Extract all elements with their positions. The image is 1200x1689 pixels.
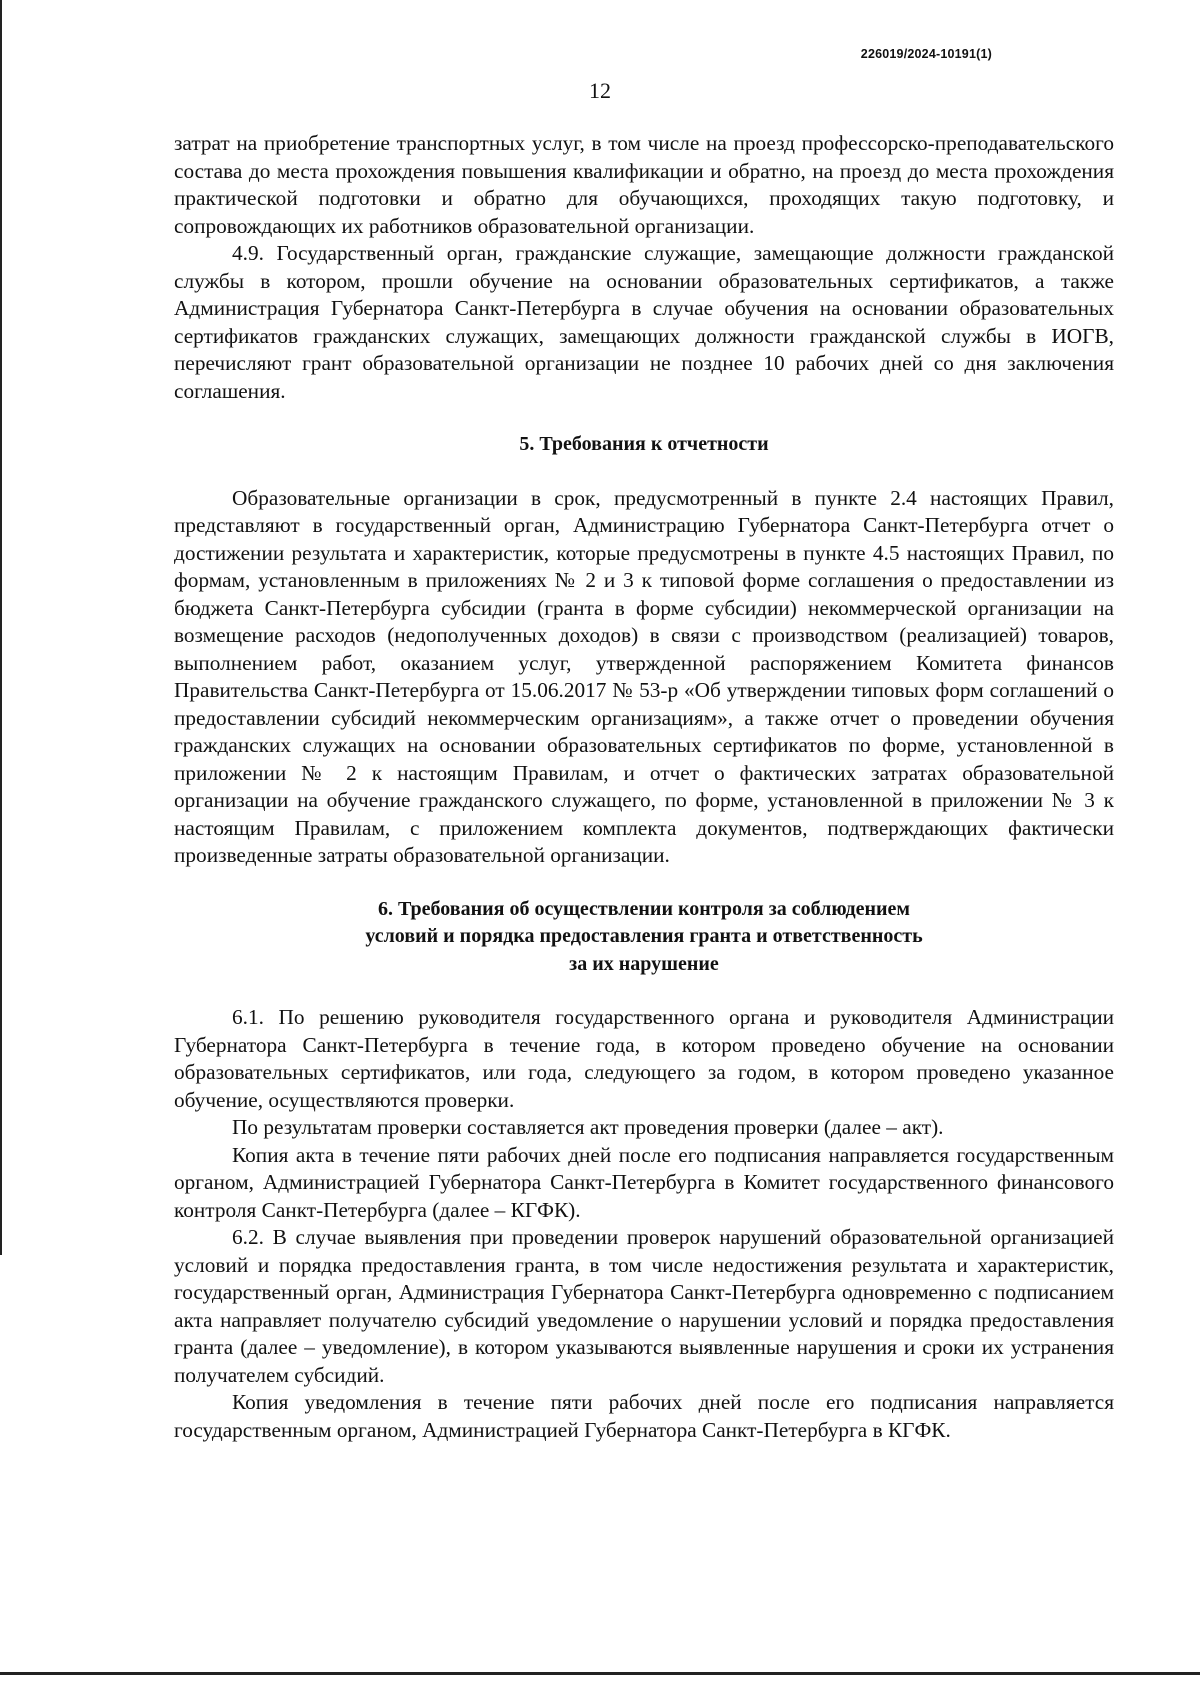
- section-heading-control: [174, 896, 1114, 979]
- section-heading-control-line-1: 6. Требования об осуществлении контроля за соблюдением: [377, 897, 911, 920]
- paragraph-reporting-requirements: Образовательные организации в срок, предусмотренный в пункте 2.4 настоящих Правил, представляют в государственный орган, Администрацию Губернатора Санкт-Петербурга отчет о достижении результата и характеристик, которые предусмотрены в пункте 4.5 настоящих Правил, по формам, установленным в приложениях № 2 и 3 к типовой форме соглашения о предоставлении из бюджета Санкт-Петербурга субсидии (гранта в форме субсидии) некоммерческой организации на возмещение расходов (недополученных доходов) в связи с производством (реализацией) товаров, выполнением работ, оказанием услуг, утвержденной распоряжением Комитета финансов Правительства Санкт-Петербурга от 15.06.2017 № 53-р «Об утверждении типовых форм соглашений о предоставлении субсидий некоммерческим организациям», а также отчет о проведении обучения гражданских служащих на основании образовательных сертификатов по форме, установленной в приложении № 2 к настоящим Правилам, и отчет о фактических затратах образовательной организации на обучение гражданского служащего, по форме, установленной в приложении № 3 к настоящим Правилам, с приложением комплекта документов, подтверждающих фактически произведенные затраты образовательной организации.: [174, 485, 1114, 867]
- section-heading-control-line-3: за их нарушение: [569, 952, 719, 975]
- paragraph-act-copy: Копия акта в течение пяти рабочих дней после его подписания направляется государственным органом, Администрацией Губернатора Санкт-Петербурга в Комитет государственного финансового контроля Санкт-Петербурга (далее – КГФК).: [174, 1142, 1114, 1222]
- section-heading-control-line-2: условий и порядка предоставления гранта и ответственность: [365, 925, 923, 947]
- document-id: 226019/2024-10191(1): [860, 47, 992, 61]
- paragraph-inspection-act: По результатам проверки составляется акт проведения проверки (далее – акт).: [232, 1115, 944, 1139]
- scan-edge-line: [0, 0, 2, 1255]
- section-heading-reporting: 5. Требования к отчетности: [519, 433, 769, 455]
- paragraph-6-1: 6.1. По решению руководителя государственного органа и руководителя Администрации Губернатора Санкт-Петербурга в течение года, в котором проведено обучение на основании образовательных сертификатов, или года, следующего за годом, в котором проведено указанное обучение, осуществляются проверки.: [174, 1005, 1114, 1112]
- paragraph-6-2: 6.2. В случае выявления при проведении проверок нарушений образовательной организацией условий и порядка предоставления гранта, в том числе недостижения результата и характеристик, государственный орган, Администрация Губернатора Санкт-Петербурга одновременно с подписанием акта направляет получателю субсидий уведомление о нарушении условий и порядка предоставления гранта (далее – уведомление), в котором указываются выявленные нарушения и сроки их устранения получателем субсидий.: [174, 1225, 1114, 1387]
- scan-bottom-edge: [0, 1672, 1200, 1689]
- document-body: [174, 130, 1114, 1444]
- paragraph-notice-copy: Копия уведомления в течение пяти рабочих дней после его подписания направляется государственным органом, Администрацией Губернатора Санкт-Петербурга в КГФК.: [174, 1390, 1114, 1442]
- page-number: 12: [589, 78, 611, 103]
- paragraph-transport-costs: затрат на приобретение транспортных услуг, в том числе на проезд профессорско-преподавательского состава до места прохождения повышения квалификации и обратно, на проезд до места прохождения практической подготовки и обратно для обучающихся, проходящих такую подготовку, и сопровождающих их работников образовательной организации.: [174, 131, 1114, 238]
- paragraph-4-9: 4.9. Государственный орган, гражданские служащие, замещающие должности гражданской службы в котором, прошли обучение на основании образовательных сертификатов, а также Администрация Губернатора Санкт-Петербурга в случае обучения на основании образовательных сертификатов гражданских служащих, замещающих должности гражданской службы в ИОГВ, перечисляют грант образовательной организации не позднее 10 рабочих дней со дня заключения соглашения.: [174, 241, 1114, 403]
